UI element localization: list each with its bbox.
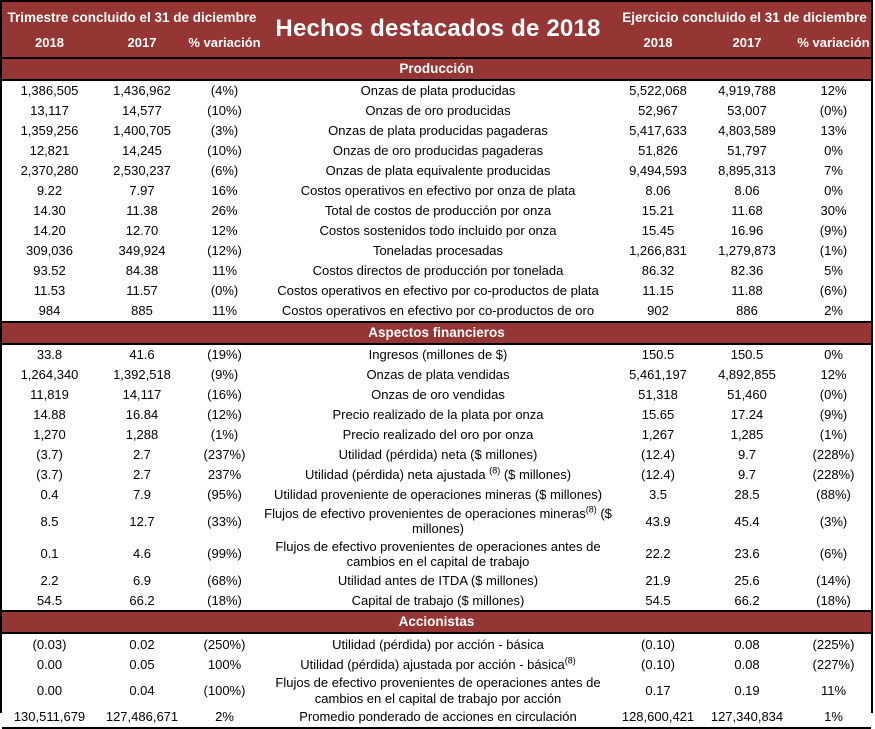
table-row <box>2 365 871 385</box>
table-row <box>2 345 871 365</box>
year-2017-value: 66.2 <box>734 592 760 608</box>
quarter-col-variation: % variación <box>188 34 261 50</box>
year-2017-value: 4,919,788 <box>718 83 776 99</box>
table-row <box>2 385 871 405</box>
quarter-2018-value: 14.20 <box>33 223 66 239</box>
year-2017-value: 1,279,873 <box>718 243 776 259</box>
quarter-2018-value: 309,036 <box>26 243 73 259</box>
row-label <box>262 708 614 725</box>
quarter-2017-value: 0.05 <box>129 656 155 672</box>
quarter-2018-value: 9.22 <box>36 183 63 199</box>
year-2018-value: 54.5 <box>645 592 671 608</box>
quarter-variation-value: (3%) <box>210 123 239 139</box>
quarter-2018-value: 12,821 <box>29 143 70 159</box>
quarter-2017-value: 2,530,237 <box>113 163 171 179</box>
quarter-variation-value: (99%) <box>207 546 242 562</box>
row-label-text: Flujos de efectivo provenientes de operaciones antes de cambios en el capital de trabajo <box>275 538 601 569</box>
quarter-2017-value: 1,400,705 <box>113 123 171 139</box>
table-row <box>2 707 871 727</box>
year-2018-value: 86.32 <box>641 263 675 279</box>
row-label <box>262 346 614 363</box>
year-2017-value: 4,803,589 <box>718 123 776 139</box>
quarter-2018-value: 33.8 <box>36 347 63 363</box>
row-label-text: Costos operativos en efectivo por co-productos de oro <box>281 303 595 319</box>
year-2017-value: 0.08 <box>734 636 760 652</box>
table-row <box>2 674 871 707</box>
quarter-2018-value: 14.88 <box>33 407 66 423</box>
quarter-2018-value: (3.7) <box>36 467 63 483</box>
row-label <box>262 242 614 259</box>
year-col-2017: 2017 <box>732 34 762 50</box>
quarter-2018-value: 14.30 <box>33 203 66 219</box>
quarter-variation-value: (9%) <box>210 367 239 383</box>
table-row <box>2 301 871 321</box>
row-label-text: Precio realizado de la plata por onza <box>332 407 544 423</box>
year-2017-value: 8.06 <box>734 183 760 199</box>
row-label <box>262 466 614 483</box>
row-label-text: Costos operativos en efectivo por co-productos de plata <box>277 283 599 299</box>
quarter-2017-value: 7.9 <box>132 487 152 503</box>
quarter-2017-value: 1,288 <box>125 427 159 443</box>
year-variation-value: 5% <box>824 263 843 279</box>
year-variation-value: 7% <box>824 163 843 179</box>
year-2017-value: 45.4 <box>734 513 760 529</box>
row-label <box>262 426 614 443</box>
row-label-text: Utilidad (pérdida) ajustada por acción - básica <box>300 656 565 672</box>
row-label-text: Costos sostenidos todo incluido por onza <box>319 223 557 239</box>
year-2018-value: (12.4) <box>641 447 675 463</box>
quarter-variation-value: (4%) <box>210 83 239 99</box>
row-label <box>262 202 614 219</box>
row-label-text: Onzas de plata producidas pagaderas <box>328 123 548 139</box>
year-col-variation: % variación <box>797 34 870 50</box>
year-2017-value: 16.96 <box>730 223 764 239</box>
table-body <box>2 57 871 727</box>
table-row <box>2 445 871 465</box>
page-title: Hechos destacados de 2018 <box>275 15 601 42</box>
table-row <box>2 505 871 538</box>
quarter-2018-value: 0.00 <box>36 656 63 672</box>
table-row <box>2 141 871 161</box>
quarter-2018-value: (0.03) <box>32 636 67 652</box>
year-2017-value: 9.7 <box>737 467 757 483</box>
year-variation-value: (1%) <box>819 427 848 443</box>
quarter-variation-value: (10%) <box>207 103 242 119</box>
quarter-2018-value: 11.53 <box>33 283 66 299</box>
year-variation-value: (18%) <box>816 592 851 608</box>
year-2018-value: 1,267 <box>641 427 675 443</box>
row-label-suffix: ($ millones) <box>500 467 572 483</box>
year-variation-value: (0%) <box>819 387 848 403</box>
quarter-2017-value: 1,436,962 <box>113 83 171 99</box>
table-row <box>2 538 871 571</box>
year-2017-value: 0.19 <box>734 682 760 698</box>
row-label-text: Utilidad proveniente de operaciones mineras ($ millones) <box>273 487 603 503</box>
year-2018-value: 3.5 <box>648 487 668 503</box>
year-2017-value: 11.68 <box>731 203 763 219</box>
year-variation-value: (6%) <box>819 283 848 299</box>
quarter-2018-value: (3.7) <box>36 447 63 463</box>
row-label-text: Total de costos de producción por onza <box>324 203 552 219</box>
table-header <box>2 2 871 57</box>
quarter-2018-value: 1,270 <box>33 427 66 443</box>
row-label <box>262 486 614 503</box>
quarter-2017-value: 2.7 <box>132 447 152 463</box>
quarter-variation-value: 11% <box>211 263 238 279</box>
quarter-2017-value: 66.2 <box>129 592 155 608</box>
year-2017-value: 51,460 <box>727 387 767 403</box>
row-label <box>262 82 614 99</box>
quarter-2017-value: 16.84 <box>125 407 159 423</box>
year-variation-value: (228%) <box>812 467 855 483</box>
year-2018-value: 9,494,593 <box>629 163 687 179</box>
quarter-variation-value: 16% <box>211 183 238 199</box>
quarter-variation-value: 2% <box>215 709 234 725</box>
quarter-2017-value: 11.57 <box>126 283 158 299</box>
table-row <box>2 261 871 281</box>
table-row <box>2 281 871 301</box>
row-label-text: Toneladas procesadas <box>372 243 504 259</box>
year-2018-value: 22.2 <box>645 546 671 562</box>
table-row <box>2 241 871 261</box>
year-2018-value: (0.10) <box>641 656 675 672</box>
row-label-text: Precio realizado del oro por onza <box>342 427 534 443</box>
year-2017-value: 51,797 <box>727 143 767 159</box>
quarter-2017-value: 0.02 <box>129 636 155 652</box>
table-row <box>2 181 871 201</box>
row-label-text: Onzas de oro producidas <box>365 103 511 119</box>
quarter-2017-value: 885 <box>131 303 153 319</box>
year-2017-value: 886 <box>736 303 758 319</box>
quarter-col-2017: 2017 <box>127 34 157 50</box>
year-variation-value: 11% <box>820 682 847 698</box>
year-2017-value: 28.5 <box>734 487 760 503</box>
table-row <box>2 101 871 121</box>
quarter-2017-value: 14,117 <box>122 387 162 403</box>
table-row <box>2 221 871 241</box>
year-2018-value: 150.5 <box>641 347 675 363</box>
year-2018-value: 21.9 <box>645 572 671 588</box>
row-label <box>262 572 614 589</box>
table-row <box>2 81 871 101</box>
row-label <box>262 102 614 119</box>
quarter-2017-value: 14,245 <box>122 143 162 159</box>
year-col-2018: 2018 <box>643 34 673 50</box>
row-label <box>262 656 614 673</box>
quarter-2018-value: 2.2 <box>40 572 59 588</box>
year-2018-value: 1,266,831 <box>629 243 687 259</box>
footnote-superscript: (8) <box>585 504 597 515</box>
quarter-2017-value: 2.7 <box>132 467 152 483</box>
year-2017-value: 4,892,855 <box>718 367 776 383</box>
row-label <box>262 222 614 239</box>
quarter-2017-value: 14,577 <box>122 103 162 119</box>
year-2018-value: 5,522,068 <box>629 83 687 99</box>
year-variation-value: (227%) <box>812 656 855 672</box>
year-2017-value: 0.08 <box>734 656 760 672</box>
year-2017-value: 23.6 <box>734 546 760 562</box>
row-label-text: Onzas de oro vendidas <box>371 387 505 403</box>
year-2018-value: 51,826 <box>638 143 678 159</box>
year-2017-value: 82.36 <box>730 263 764 279</box>
quarter-2017-value: 12.7 <box>129 513 155 529</box>
quarter-variation-value: 26% <box>211 203 238 219</box>
row-label <box>262 538 614 571</box>
year-2018-value: 11.15 <box>642 283 674 299</box>
year-2017-value: 11.88 <box>731 283 763 299</box>
quarter-2018-value: 0.00 <box>36 682 63 698</box>
row-label <box>262 282 614 299</box>
quarter-variation-value: (237%) <box>203 447 246 463</box>
footnote-superscript: (8) <box>489 466 501 476</box>
year-variation-value: (6%) <box>819 546 848 562</box>
year-2017-value: 8,895,313 <box>718 163 776 179</box>
table-row <box>2 425 871 445</box>
year-variation-value: (9%) <box>819 407 848 423</box>
quarter-variation-value: (33%) <box>207 513 242 529</box>
year-variation-value: (1%) <box>819 243 848 259</box>
year-variation-value: (0%) <box>819 103 848 119</box>
year-variation-value: 30% <box>820 203 847 219</box>
row-label-text: Utilidad (pérdida) por acción - básica <box>332 636 544 652</box>
quarter-variation-value: (16%) <box>207 387 242 403</box>
quarter-variation-value: (6%) <box>210 163 239 179</box>
quarter-2018-value: 0.4 <box>40 487 59 503</box>
quarter-variation-value: 11% <box>211 303 238 319</box>
year-variation-value: (3%) <box>819 513 848 529</box>
table-row <box>2 634 871 654</box>
section-header: Accionistas <box>2 610 871 634</box>
quarter-variation-value: 12% <box>211 223 238 239</box>
year-2018-value: 15.21 <box>641 203 675 219</box>
row-label-suffix: ($ millones) <box>411 506 612 537</box>
table-row <box>2 201 871 221</box>
row-label <box>262 162 614 179</box>
quarter-2018-value: 13,117 <box>30 103 69 119</box>
quarter-2018-value: 93.52 <box>33 263 66 279</box>
year-variation-value: (88%) <box>816 487 851 503</box>
year-variation-value: (225%) <box>812 636 855 652</box>
year-2018-value: 15.65 <box>641 407 675 423</box>
year-2018-value: 52,967 <box>638 103 678 119</box>
quarter-2017-value: 7.97 <box>129 183 155 199</box>
year-variation-value: (228%) <box>812 447 855 463</box>
quarter-2017-value: 84.38 <box>125 263 159 279</box>
table-row <box>2 161 871 181</box>
year-2017-value: 9.7 <box>737 447 757 463</box>
table-row <box>2 570 871 590</box>
year-variation-value: 0% <box>824 347 843 363</box>
row-label <box>262 592 614 609</box>
quarter-2018-value: 984 <box>38 303 61 319</box>
table-row <box>2 590 871 610</box>
row-label-text: Onzas de plata equivalente producidas <box>325 163 551 179</box>
quarter-variation-value: (1%) <box>210 427 239 443</box>
year-2018-value: 51,318 <box>638 387 678 403</box>
year-variation-value: (14%) <box>816 572 851 588</box>
year-2017-value: 53,007 <box>727 103 767 119</box>
row-label-text: Onzas de plata producidas <box>360 83 516 99</box>
year-2018-value: 15.45 <box>641 223 675 239</box>
row-label <box>262 182 614 199</box>
table-row <box>2 654 871 674</box>
row-label <box>262 366 614 383</box>
row-label <box>262 674 614 707</box>
row-label-text: Capital de trabajo ($ millones) <box>351 592 525 608</box>
row-label <box>262 122 614 139</box>
quarter-2018-value: 1,264,340 <box>20 367 79 383</box>
year-2018-value: 128,600,421 <box>621 709 695 725</box>
year-2018-value: 0.17 <box>645 682 671 698</box>
quarter-2018-value: 2,370,280 <box>20 163 79 179</box>
year-2017-value: 1,285 <box>730 427 764 443</box>
year-variation-value: (9%) <box>819 223 848 239</box>
row-label-text: Promedio ponderado de acciones en circulación <box>299 709 577 725</box>
row-label-text: Utilidad (pérdida) neta ($ millones) <box>338 447 538 463</box>
quarter-period-title: Trimestre concluido el 31 de diciembre <box>7 9 257 25</box>
quarter-variation-value: 237% <box>207 467 242 483</box>
section-header: Aspectos financieros <box>2 321 871 345</box>
footnote-superscript: (8) <box>564 655 576 666</box>
row-label-text: Costos operativos en efectivo por onza de plata <box>300 183 576 199</box>
year-2018-value: 902 <box>647 303 669 319</box>
row-label <box>262 636 614 653</box>
row-label-text: Utilidad antes de ITDA ($ millones) <box>337 572 539 588</box>
year-2018-value: 43.9 <box>645 513 671 529</box>
year-2017-value: 25.6 <box>734 572 760 588</box>
row-label-text: Onzas de oro producidas pagaderas <box>332 143 544 159</box>
year-variation-value: 13% <box>820 123 847 139</box>
year-period-title: Ejercicio concluido el 31 de diciembre <box>622 9 867 25</box>
year-variation-value: 1% <box>824 709 843 725</box>
year-2018-value: (0.10) <box>641 636 675 652</box>
quarter-variation-value: (250%) <box>203 636 246 652</box>
row-label-text: Flujos de efectivo provenientes de operaciones mineras <box>264 506 586 521</box>
row-label <box>262 406 614 423</box>
year-2018-value: (12.4) <box>641 467 675 483</box>
year-variation-value: 0% <box>824 183 843 199</box>
table-row <box>2 405 871 425</box>
quarter-variation-value: (18%) <box>207 592 242 608</box>
quarter-2017-value: 41.6 <box>129 347 155 363</box>
year-variation-value: 12% <box>820 83 847 99</box>
quarter-2018-value: 54.5 <box>36 592 63 608</box>
year-2018-value: 5,417,633 <box>629 123 687 139</box>
quarter-2017-value: 349,924 <box>118 243 166 259</box>
row-label <box>262 386 614 403</box>
quarter-2018-value: 130,511,679 <box>13 709 86 725</box>
year-2017-value: 150.5 <box>730 347 764 363</box>
quarter-2017-value: 12.70 <box>125 223 159 239</box>
year-variation-value: 12% <box>820 367 847 383</box>
quarter-variation-value: (12%) <box>207 407 242 423</box>
quarter-variation-value: (10%) <box>207 143 242 159</box>
row-label <box>262 302 614 319</box>
quarter-2017-value: 4.6 <box>132 546 152 562</box>
row-label-text: Ingresos (millones de $) <box>368 347 508 363</box>
quarter-2018-value: 11,819 <box>30 387 69 403</box>
quarter-2018-value: 0.1 <box>40 546 59 562</box>
quarter-variation-value: (19%) <box>207 347 242 363</box>
quarter-2018-value: 1,386,505 <box>20 83 79 99</box>
year-2017-value: 127,340,834 <box>710 709 784 725</box>
quarter-variation-value: (12%) <box>207 243 242 259</box>
quarter-2017-value: 11.38 <box>126 203 158 219</box>
row-label-text: Utilidad (pérdida) neta ajustada <box>304 467 490 483</box>
table-row <box>2 465 871 485</box>
row-label <box>262 446 614 463</box>
year-2018-value: 5,461,197 <box>629 367 687 383</box>
year-variation-value: 2% <box>824 303 843 319</box>
year-variation-value: 0% <box>824 143 843 159</box>
quarter-variation-value: 100% <box>207 656 242 672</box>
row-label <box>262 262 614 279</box>
table-row <box>2 121 871 141</box>
quarter-variation-value: (68%) <box>207 572 242 588</box>
quarter-variation-value: (95%) <box>207 487 242 503</box>
quarter-variation-value: (0%) <box>210 283 239 299</box>
row-label <box>262 142 614 159</box>
year-2017-value: 17.24 <box>730 407 764 423</box>
row-label-text: Onzas de plata vendidas <box>366 367 510 383</box>
quarter-2018-value: 8.5 <box>40 513 59 529</box>
row-label-text: Flujos de efectivo provenientes de operaciones antes de cambios en el capital de trabajo por acción <box>275 675 601 706</box>
table-row <box>2 485 871 505</box>
quarter-variation-value: (100%) <box>203 682 246 698</box>
row-label <box>262 505 614 538</box>
year-2018-value: 8.06 <box>645 183 671 199</box>
quarter-2017-value: 6.9 <box>132 572 152 588</box>
quarter-2017-value: 0.04 <box>129 682 155 698</box>
quarter-2017-value: 1,392,518 <box>113 367 171 383</box>
quarter-2018-value: 1,359,256 <box>20 123 79 139</box>
quarter-2017-value: 127,486,671 <box>105 709 179 725</box>
quarter-col-2018: 2018 <box>35 34 64 50</box>
section-header: Producción <box>2 57 871 81</box>
row-label-text: Costos directos de producción por tonelada <box>312 263 564 279</box>
